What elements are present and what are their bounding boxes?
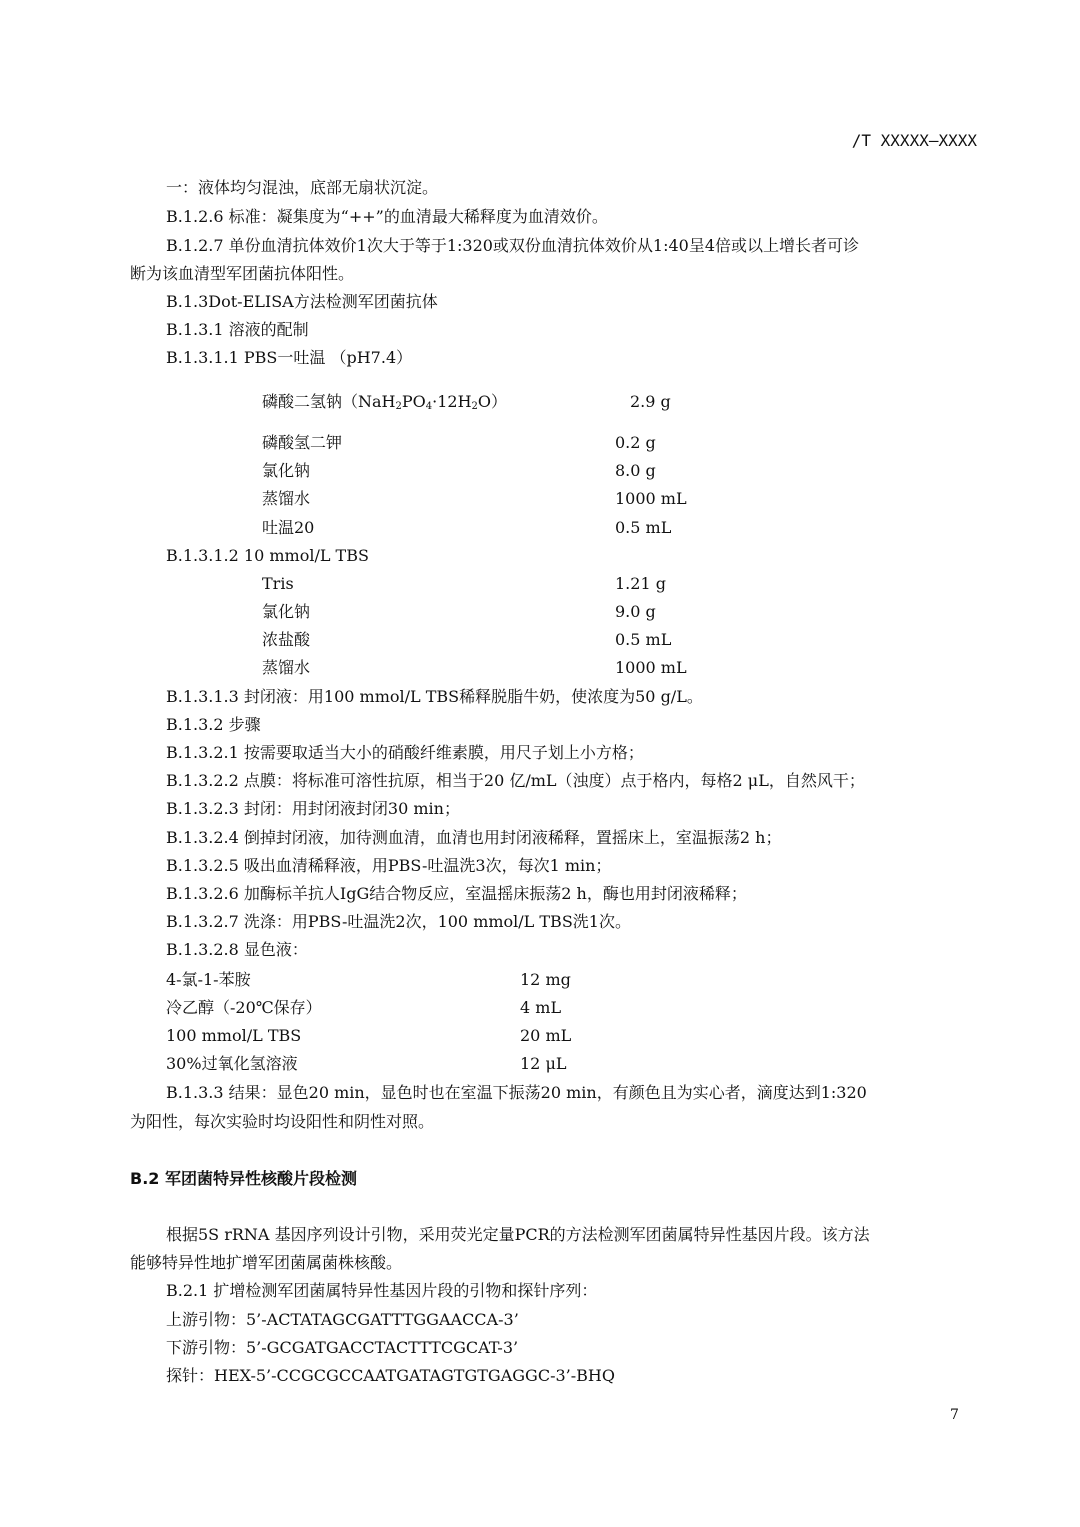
pbs-row-name: 蒸馏水 bbox=[262, 489, 311, 508]
paragraph: B.1.2.7 单份血清抗体效价1次大于等于1:320或双份血清抗体效价从1:40呈4倍或以上增长者可诊 bbox=[166, 236, 860, 255]
paragraph: B.1.2.6 标准：凝集度为“++”的血清最大稀释度为血清效价。 bbox=[166, 207, 608, 226]
probe-sequence: 探针：HEX-5’-CCGCGCCAATGATAGTGTGAGGC-3’-BHQ bbox=[166, 1366, 615, 1385]
paragraph: B.1.3.1.3 封闭液：用100 mmol/L TBS稀释脱脂牛奶，使浓度为50 g/L。 bbox=[166, 687, 703, 706]
paragraph: 断为该血清型军团菌抗体阳性。 bbox=[130, 264, 355, 283]
paragraph: B.1.3.3 结果：显色20 min，显色时也在室温下振荡20 min，有颜色且为实心者，滴度达到1:320 bbox=[166, 1083, 867, 1102]
primer-upstream: 上游引物：5’-ACTATAGCGATTTGGAACCA-3’ bbox=[166, 1310, 519, 1329]
paragraph: B.1.3.1 溶液的配制 bbox=[166, 320, 309, 339]
color-row-name: 100 mmol/L TBS bbox=[166, 1026, 302, 1045]
pbs-row-name: 磷酸氢二钾 bbox=[262, 433, 343, 452]
page-number: 7 bbox=[950, 1407, 959, 1423]
section-heading: B.2 军团菌特异性核酸片段检测 bbox=[130, 1169, 357, 1188]
pbs-row-value: 2.9 g bbox=[630, 392, 671, 411]
tbs-row-value: 9.0 g bbox=[615, 602, 656, 621]
paragraph: B.1.3Dot-ELISA方法检测军团菌抗体 bbox=[166, 292, 438, 311]
tbs-row-name: Tris bbox=[262, 574, 294, 593]
color-row-name: 4-氯-1-苯胺 bbox=[166, 970, 251, 989]
paragraph: 一：液体均匀混浊，底部无扇状沉淀。 bbox=[166, 178, 439, 197]
color-row-value: 12 mg bbox=[520, 970, 571, 989]
pbs-row-value: 0.5 mL bbox=[615, 518, 672, 537]
pbs-row-name: 氯化钠 bbox=[262, 461, 311, 480]
color-row-value: 20 mL bbox=[520, 1026, 572, 1045]
paragraph: B.1.3.2.7 洗涤：用PBS-吐温洗2次，100 mmol/L TBS洗1次。 bbox=[166, 912, 631, 931]
tbs-row-value: 1.21 g bbox=[615, 574, 666, 593]
primer-downstream: 下游引物：5’-GCGATGACCTACTTTCGCAT-3’ bbox=[166, 1338, 519, 1357]
paragraph: 能够特异性地扩增军团菌属菌株核酸。 bbox=[130, 1253, 403, 1272]
color-row-value: 4 mL bbox=[520, 998, 562, 1017]
pbs-row-value: 8.0 g bbox=[615, 461, 656, 480]
paragraph: 为阳性，每次实验时均设阳性和阴性对照。 bbox=[130, 1112, 435, 1131]
paragraph: B.2.1 扩增检测军团菌属特异性基因片段的引物和探针序列： bbox=[166, 1281, 598, 1300]
tbs-row-name: 浓盐酸 bbox=[262, 630, 311, 649]
tbs-row-value: 0.5 mL bbox=[615, 630, 672, 649]
paragraph: B.1.3.2.5 吸出血清稀释液，用PBS-吐温洗3次，每次1 min； bbox=[166, 856, 612, 875]
paragraph: B.1.3.2.3 封闭：用封闭液封闭30 min； bbox=[166, 799, 460, 818]
pbs-row-name: 吐温20 bbox=[262, 518, 315, 537]
pbs-row-value: 0.2 g bbox=[615, 433, 656, 452]
paragraph: B.1.3.2.1 按需要取适当大小的硝酸纤维素膜，用尺子划上小方格； bbox=[166, 743, 644, 762]
paragraph: B.1.3.2.2 点膜：将标准可溶性抗原，相当于20 亿/mL（浊度）点于格内，每格2 μL，自然风干； bbox=[166, 771, 865, 790]
paragraph: B.1.3.2 步骤 bbox=[166, 715, 261, 734]
paragraph: B.1.3.1.2 10 mmol/L TBS bbox=[166, 546, 369, 565]
page-header-code: /T XXXXX—XXXX bbox=[851, 131, 977, 150]
paragraph: B.1.3.2.4 倒掉封闭液，加待测血清，血清也用封闭液稀释，置摇床上，室温振荡2 h； bbox=[166, 828, 782, 847]
paragraph: B.1.3.2.6 加酶标羊抗人IgG结合物反应，室温摇床振荡2 h，酶也用封闭液稀释； bbox=[166, 884, 747, 903]
pbs-row-name: 磷酸二氢钠$(NaH_2PO_4\cdot 12H_2O)$ bbox=[262, 392, 508, 412]
tbs-row-name: 蒸馏水 bbox=[262, 658, 311, 677]
paragraph: 根据5S rRNA 基因序列设计引物，采用荧光定量PCR的方法检测军团菌属特异性基因片段。该方法 bbox=[166, 1225, 870, 1244]
color-row-name: 30%过氧化氢溶液 bbox=[166, 1054, 298, 1073]
color-row-value: 12 μL bbox=[520, 1054, 567, 1073]
color-row-name: 冷乙醇（-20℃保存） bbox=[166, 998, 322, 1017]
tbs-row-name: 氯化钠 bbox=[262, 602, 311, 621]
pbs-row-value: 1000 mL bbox=[615, 489, 687, 508]
paragraph: B.1.3.1.1 PBS一吐温 （pH7.4） bbox=[166, 348, 413, 367]
tbs-row-value: 1000 mL bbox=[615, 658, 687, 677]
paragraph: B.1.3.2.8 显色液： bbox=[166, 940, 308, 959]
